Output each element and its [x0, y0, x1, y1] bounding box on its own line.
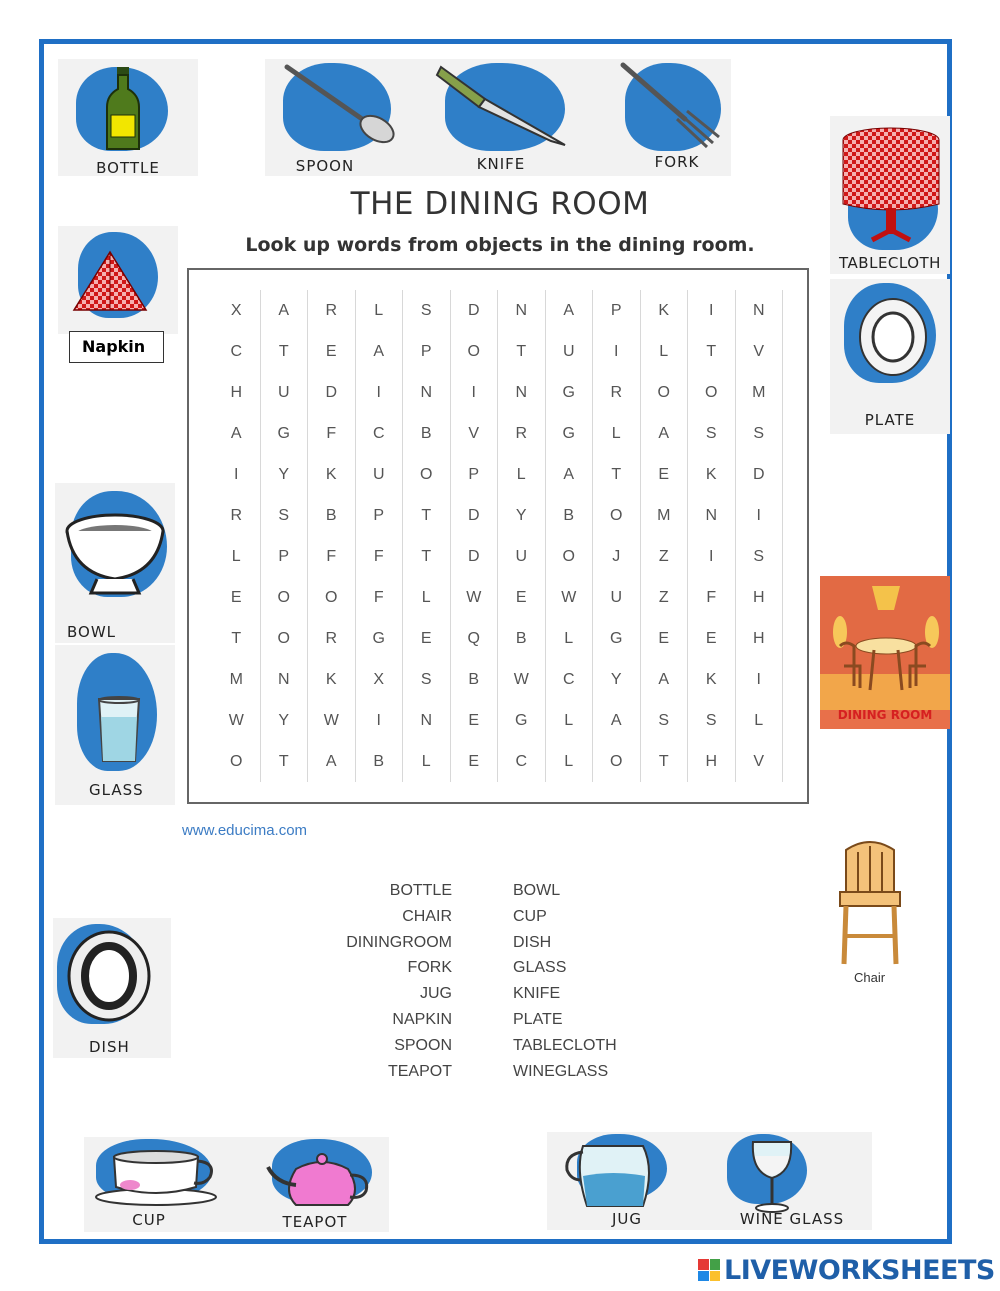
grid-letter[interactable]: H [736, 618, 784, 659]
grid-letter[interactable]: Y [593, 659, 641, 700]
cutlery-card [265, 59, 731, 176]
grid-letter[interactable]: E [498, 577, 546, 618]
grid-letter[interactable]: O [403, 454, 451, 495]
grid-letter[interactable]: P [451, 454, 499, 495]
grid-letter[interactable]: I [356, 700, 404, 741]
word-item: BOWL [513, 882, 561, 899]
grid-letter[interactable]: S [403, 290, 451, 331]
grid-letter[interactable]: V [736, 331, 784, 372]
grid-letter[interactable]: A [641, 659, 689, 700]
grid-letter[interactable]: E [451, 700, 499, 741]
grid-letter[interactable]: M [736, 372, 784, 413]
dining-room-icon [820, 576, 950, 710]
grid-letter[interactable]: O [213, 741, 261, 782]
grid-letter[interactable]: O [261, 577, 309, 618]
tablecloth-card [830, 116, 950, 274]
grid-letter[interactable]: T [641, 741, 689, 782]
grid-letter[interactable]: I [213, 454, 261, 495]
grid-letter[interactable]: T [213, 618, 261, 659]
grid-letter[interactable]: N [498, 372, 546, 413]
chair-card [808, 824, 938, 994]
grid-letter[interactable]: R [498, 413, 546, 454]
word-list-right [513, 878, 617, 1084]
grid-letter[interactable]: I [356, 372, 404, 413]
word-item: BOTTLE [389, 882, 452, 899]
grid-letter[interactable]: Q [451, 618, 499, 659]
grid-letter[interactable]: E [451, 741, 499, 782]
glass-icon [95, 695, 143, 765]
grid-letter[interactable]: D [451, 536, 499, 577]
grid-letter[interactable]: R [213, 495, 261, 536]
spoon-label: SPOON [295, 157, 355, 175]
grid-letter[interactable]: E [641, 454, 689, 495]
grid-letter[interactable]: F [356, 577, 404, 618]
grid-letter[interactable]: K [308, 659, 356, 700]
liveworksheets-logo [698, 1253, 995, 1287]
bottle-card [58, 59, 198, 176]
grid-letter[interactable]: S [736, 536, 784, 577]
grid-letter[interactable]: O [261, 618, 309, 659]
grid-letter[interactable]: A [308, 741, 356, 782]
grid-letter[interactable]: T [261, 331, 309, 372]
word-list-left [300, 878, 452, 1084]
grid-letter[interactable]: L [213, 536, 261, 577]
grid-letter[interactable]: I [688, 290, 736, 331]
word-item: TABLECLOTH [513, 1036, 617, 1054]
dining-room-card [820, 576, 950, 729]
grid-letter[interactable]: X [356, 659, 404, 700]
dish-label: DISH [89, 1038, 130, 1056]
grid-letter[interactable]: G [593, 618, 641, 659]
wine-glass-icon [747, 1138, 797, 1214]
grid-letter[interactable]: N [403, 372, 451, 413]
grid-letter[interactable]: S [736, 413, 784, 454]
grid-letter[interactable]: A [356, 331, 404, 372]
word-item: DISH [513, 933, 552, 951]
grid-letter[interactable]: C [546, 659, 594, 700]
word-item: TEAPOT [387, 1062, 452, 1080]
grid-letter[interactable]: W [213, 700, 261, 741]
source-url: www.educima.com [182, 822, 308, 839]
grid-letter[interactable]: Y [261, 700, 309, 741]
grid-letter[interactable]: S [403, 659, 451, 700]
knife-icon [433, 59, 573, 149]
grid-letter[interactable]: E [403, 618, 451, 659]
grid-letter[interactable]: O [451, 331, 499, 372]
word-search-box [187, 268, 809, 804]
grid-letter[interactable]: L [498, 454, 546, 495]
grid-letter[interactable]: T [688, 331, 736, 372]
fork-icon [615, 59, 725, 151]
grid-letter[interactable]: R [308, 618, 356, 659]
grid-letter[interactable]: G [261, 413, 309, 454]
grid-letter[interactable]: C [356, 413, 404, 454]
dish-card [53, 918, 171, 1058]
grid-letter[interactable]: L [403, 577, 451, 618]
grid-letter[interactable]: P [261, 536, 309, 577]
grid-letter[interactable]: A [261, 290, 309, 331]
grid-letter[interactable]: Z [641, 536, 689, 577]
grid-letter[interactable]: W [308, 700, 356, 741]
grid-letter[interactable]: S [641, 700, 689, 741]
teapot-icon [262, 1151, 382, 1211]
jug-icon [563, 1140, 663, 1210]
jug-label: JUG [611, 1210, 643, 1228]
grid-letter[interactable]: U [498, 536, 546, 577]
grid-letter[interactable]: O [593, 495, 641, 536]
grid-letter[interactable]: V [451, 413, 499, 454]
grid-letter[interactable]: K [641, 290, 689, 331]
napkin-icon [70, 248, 150, 318]
word-item: SPOON [394, 1036, 452, 1054]
word-item: JUG [420, 985, 452, 1003]
word-item: NAPKIN [392, 1010, 452, 1028]
knife-label: KNIFE [476, 155, 526, 173]
dining-room-label: DINING ROOM [837, 708, 933, 722]
grid-letter[interactable]: T [593, 454, 641, 495]
bottle-label: BOTTLE [96, 159, 160, 177]
grid-letter[interactable]: X [213, 290, 261, 331]
grid-letter[interactable]: U [546, 331, 594, 372]
grid-letter[interactable]: B [403, 413, 451, 454]
word-search-grid[interactable] [213, 290, 783, 782]
grid-letter[interactable]: U [593, 577, 641, 618]
grid-letter[interactable]: B [498, 618, 546, 659]
grid-letter[interactable]: O [308, 577, 356, 618]
grid-letter[interactable]: G [356, 618, 404, 659]
cup-icon [90, 1147, 220, 1207]
word-item: GLASS [513, 959, 567, 977]
grid-letter[interactable]: W [498, 659, 546, 700]
grid-letter[interactable]: P [403, 331, 451, 372]
grid-letter[interactable]: N [403, 700, 451, 741]
grid-letter[interactable]: Y [261, 454, 309, 495]
fork-label: FORK [654, 153, 700, 171]
grid-letter[interactable]: D [451, 290, 499, 331]
grid-letter[interactable]: H [688, 741, 736, 782]
grid-letter[interactable]: K [308, 454, 356, 495]
grid-letter[interactable]: R [308, 290, 356, 331]
grid-letter[interactable]: D [451, 495, 499, 536]
chair-icon [838, 832, 902, 968]
plate-icon [858, 297, 928, 377]
page-subtitle: Look up words from objects in the dining room. [245, 234, 755, 256]
grid-letter[interactable]: F [688, 577, 736, 618]
grid-letter[interactable]: N [736, 290, 784, 331]
bottle-icon [103, 65, 143, 153]
grid-letter[interactable]: O [641, 372, 689, 413]
grid-letter[interactable]: B [546, 495, 594, 536]
grid-letter[interactable]: E [308, 331, 356, 372]
cup-teapot-card [84, 1137, 389, 1232]
word-item: CUP [513, 907, 547, 925]
tablecloth-label: TABLECLOTH [839, 254, 941, 272]
grid-letter[interactable]: L [641, 331, 689, 372]
grid-letter[interactable]: L [356, 290, 404, 331]
word-item: WINEGLASS [513, 1062, 609, 1080]
grid-letter[interactable]: G [546, 372, 594, 413]
spoon-icon [279, 59, 399, 149]
grid-letter[interactable]: C [213, 331, 261, 372]
word-item: PLATE [513, 1010, 563, 1028]
bowl-icon [63, 509, 167, 599]
grid-letter[interactable]: M [641, 495, 689, 536]
grid-letter[interactable]: A [546, 290, 594, 331]
plate-label: PLATE [864, 411, 916, 429]
chair-label: Chair [854, 970, 886, 985]
grid-letter[interactable]: G [546, 413, 594, 454]
grid-letter[interactable]: E [641, 618, 689, 659]
grid-letter[interactable]: N [498, 290, 546, 331]
grid-letter[interactable]: I [451, 372, 499, 413]
grid-letter[interactable]: S [261, 495, 309, 536]
grid-letter[interactable]: I [688, 536, 736, 577]
glass-card [55, 645, 175, 805]
grid-letter[interactable]: R [593, 372, 641, 413]
bowl-card [55, 483, 175, 643]
napkin-answer-box[interactable]: Napkin [69, 331, 164, 363]
grid-letter[interactable]: V [736, 741, 784, 782]
page-title: THE DINING ROOM [350, 186, 650, 222]
grid-letter[interactable]: B [451, 659, 499, 700]
napkin-card [58, 226, 178, 334]
grid-letter[interactable]: E [688, 618, 736, 659]
wine-glass-label: WINE GLASS [739, 1210, 845, 1228]
grid-letter[interactable]: C [498, 741, 546, 782]
grid-letter[interactable]: F [308, 413, 356, 454]
grid-letter[interactable]: D [736, 454, 784, 495]
grid-letter[interactable]: F [308, 536, 356, 577]
grid-letter[interactable]: W [451, 577, 499, 618]
grid-letter[interactable]: S [688, 700, 736, 741]
glass-label: GLASS [89, 781, 144, 799]
grid-letter[interactable]: S [688, 413, 736, 454]
grid-letter[interactable]: H [213, 372, 261, 413]
grid-letter[interactable]: T [403, 495, 451, 536]
grid-letter[interactable]: M [213, 659, 261, 700]
tablecloth-icon [836, 124, 946, 244]
grid-letter[interactable]: F [356, 536, 404, 577]
teapot-label: TEAPOT [282, 1213, 348, 1231]
grid-letter[interactable]: I [736, 495, 784, 536]
grid-letter[interactable]: T [498, 331, 546, 372]
grid-letter[interactable]: E [213, 577, 261, 618]
grid-letter[interactable]: L [546, 741, 594, 782]
grid-letter[interactable]: A [546, 454, 594, 495]
grid-letter[interactable]: T [403, 536, 451, 577]
bowl-label: BOWL [67, 623, 117, 641]
grid-letter[interactable]: U [356, 454, 404, 495]
grid-letter[interactable]: O [593, 741, 641, 782]
cup-label: CUP [132, 1211, 166, 1229]
word-item: DININGROOM [346, 933, 452, 951]
grid-letter[interactable]: T [261, 741, 309, 782]
grid-letter[interactable]: B [356, 741, 404, 782]
grid-letter[interactable]: A [213, 413, 261, 454]
grid-letter[interactable]: N [261, 659, 309, 700]
grid-letter[interactable]: J [593, 536, 641, 577]
grid-letter[interactable]: A [641, 413, 689, 454]
grid-letter[interactable]: P [593, 290, 641, 331]
grid-letter[interactable]: H [736, 577, 784, 618]
plate-card [830, 279, 950, 434]
grid-letter[interactable]: K [688, 659, 736, 700]
grid-letter[interactable]: U [261, 372, 309, 413]
word-item: KNIFE [513, 985, 561, 1003]
grid-letter[interactable]: L [403, 741, 451, 782]
dish-icon [67, 930, 151, 1022]
grid-letter[interactable]: A [593, 700, 641, 741]
grid-letter[interactable]: L [736, 700, 784, 741]
grid-letter[interactable]: G [498, 700, 546, 741]
grid-letter[interactable]: L [546, 700, 594, 741]
grid-letter[interactable]: B [308, 495, 356, 536]
grid-letter[interactable]: O [688, 372, 736, 413]
grid-letter[interactable]: L [593, 413, 641, 454]
word-item: CHAIR [402, 907, 452, 925]
grid-letter[interactable]: D [308, 372, 356, 413]
grid-letter[interactable]: I [593, 331, 641, 372]
grid-letter[interactable]: L [546, 618, 594, 659]
word-item: FORK [407, 959, 452, 977]
brand-name: LIVEWORKSHEETS [724, 1254, 995, 1286]
grid-letter[interactable]: N [688, 495, 736, 536]
jug-wineglass-card [547, 1132, 872, 1230]
grid-letter[interactable]: Y [498, 495, 546, 536]
grid-letter[interactable]: O [546, 536, 594, 577]
grid-letter[interactable]: I [736, 659, 784, 700]
grid-letter[interactable]: Z [641, 577, 689, 618]
liveworksheets-icon [698, 1259, 720, 1281]
grid-letter[interactable]: W [546, 577, 594, 618]
grid-letter[interactable]: K [688, 454, 736, 495]
grid-letter[interactable]: P [356, 495, 404, 536]
